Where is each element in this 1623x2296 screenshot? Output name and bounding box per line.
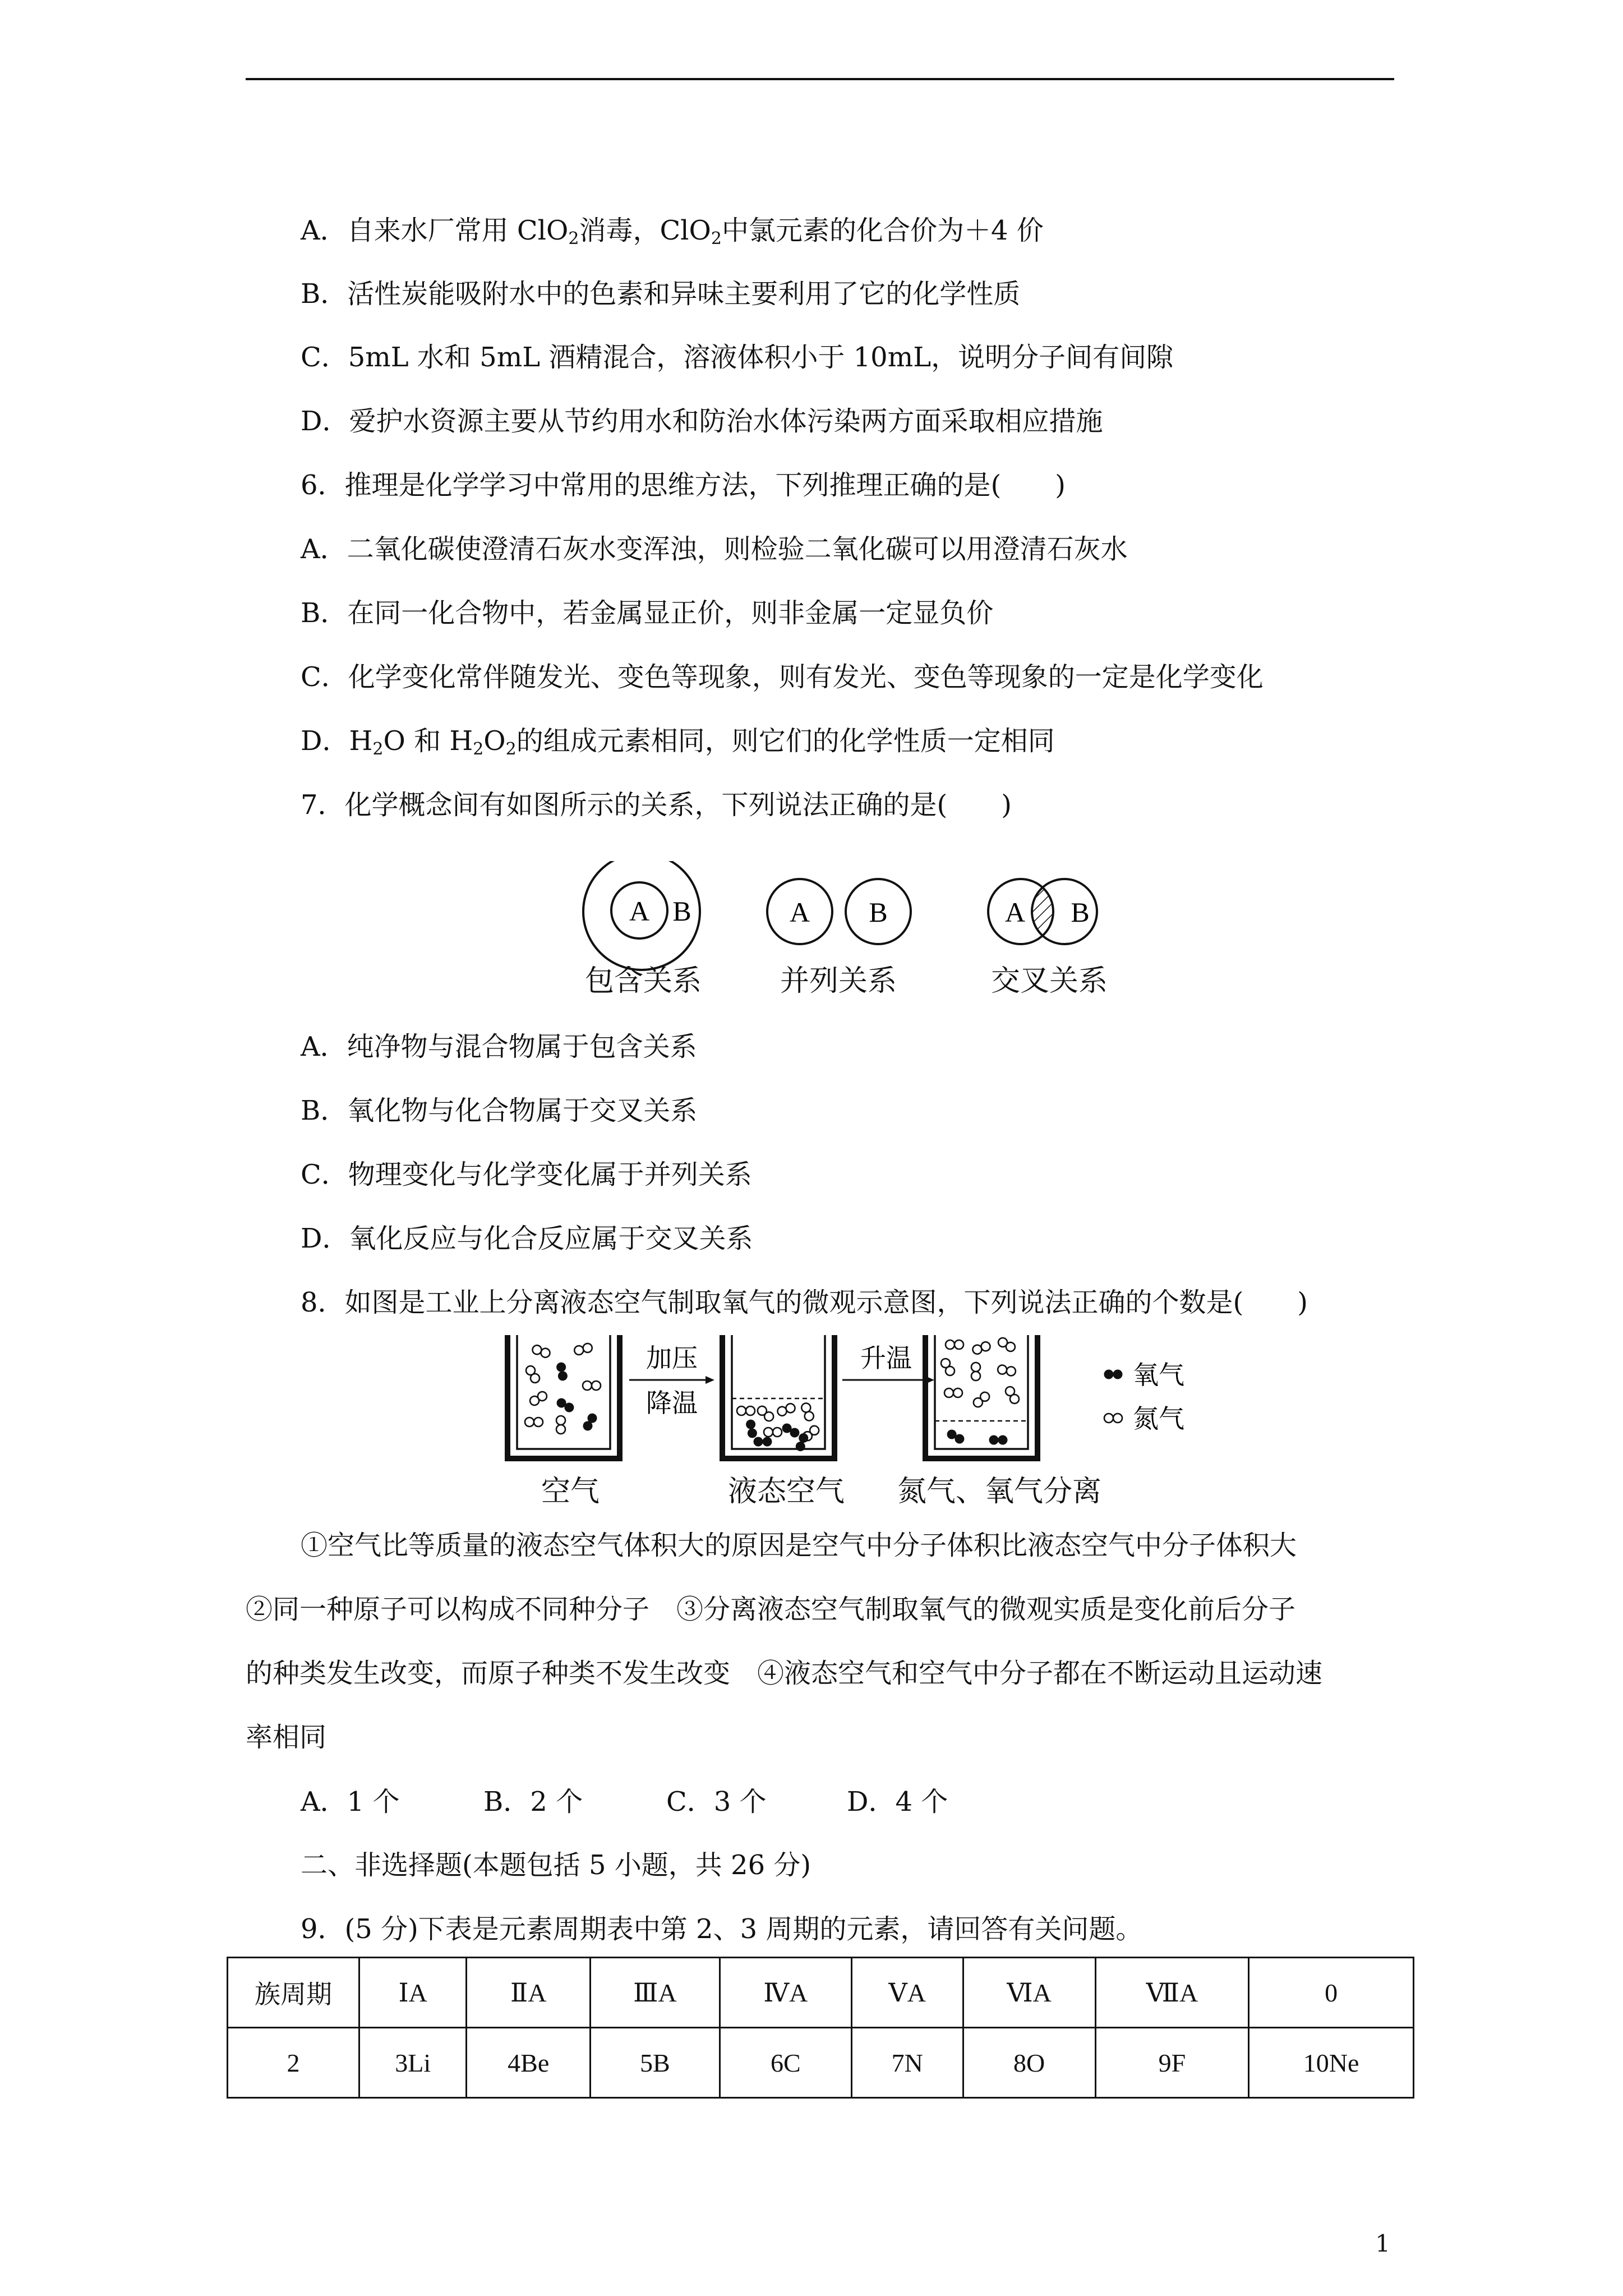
- q8-statement-3-4: 的种类发生改变，而原子种类不发生改变 ④液态空气和空气中分子都在不断运动且运动速: [246, 1658, 1323, 1689]
- table-header-cell: ⅠA: [359, 1958, 467, 2028]
- table-header-cell: ⅣA: [720, 1958, 851, 2028]
- label-separation: 氮气、氧气分离: [897, 1475, 1102, 1508]
- q8-option-b: B．2 个: [483, 1786, 583, 1818]
- q7-option-c: C．物理变化与化学变化属于并列关系: [301, 1159, 752, 1190]
- table-cell: 10Ne: [1249, 2028, 1414, 2098]
- table-header-cell: ⅢA: [591, 1958, 720, 2028]
- arrow1-top-label: 加压: [646, 1343, 698, 1373]
- beaker-separation: [925, 1335, 1038, 1458]
- q6-stem: 6．推理是化学学习中常用的思维方法，下列推理正确的是( ): [301, 470, 1066, 501]
- table-header-cell: ⅤA: [851, 1958, 963, 2028]
- label-liquid-air: 液态空气: [728, 1475, 845, 1508]
- beaker-air: [508, 1335, 620, 1458]
- q7-stem: 7．化学概念间有如图所示的关系，下列说法正确的是( ): [301, 789, 1012, 821]
- q8-statement-4-end: 率相同: [246, 1722, 327, 1753]
- legend-oxygen-label: 氧气: [1133, 1360, 1184, 1390]
- q7-option-b: B．氧化物与化合物属于交叉关系: [301, 1095, 698, 1126]
- contain-label-a: A: [629, 895, 650, 927]
- table-header-cell: ⅡA: [467, 1958, 591, 2028]
- legend-nitrogen-label: 氮气: [1133, 1404, 1184, 1434]
- q8-option-a: A．1 个: [301, 1786, 400, 1818]
- section-heading: 二、非选择题(本题包括 5 小题，共 26 分): [301, 1849, 811, 1881]
- table-cell: 3Li: [359, 2028, 467, 2098]
- q9-stem: 9．(5 分)下表是元素周期表中第 2、3 周期的元素，请回答有关问题。: [301, 1913, 1143, 1945]
- table-cell: 8O: [963, 2028, 1095, 2098]
- table-header-row: [228, 1958, 1414, 2028]
- table-header-cell: ⅥA: [963, 1958, 1095, 2028]
- table-row: [228, 2028, 1414, 2098]
- q5-option-b: B．活性炭能吸附水中的色素和异味主要利用了它的化学性质: [301, 278, 1021, 310]
- contain-label-b: B: [672, 895, 691, 927]
- table-header-cell: 族周期: [228, 1958, 359, 2028]
- q7-option-d: D．氧化反应与化合反应属于交叉关系: [301, 1223, 753, 1254]
- cross-label-a: A: [1004, 896, 1026, 928]
- q6-option-a: A．二氧化碳使澄清石灰水变浑浊，则检验二氧化碳可以用澄清石灰水: [301, 533, 1128, 565]
- q7-option-a: A．纯净物与混合物属于包含关系: [301, 1031, 697, 1062]
- table-cell: 5B: [591, 2028, 720, 2098]
- label-air: 空气: [541, 1475, 600, 1508]
- arrow1-bottom-label: 降温: [646, 1388, 698, 1418]
- header-rule: [246, 78, 1394, 80]
- cross-label-b: B: [1071, 896, 1090, 928]
- table-header-cell: ⅦA: [1095, 1958, 1249, 2028]
- parallel-label-a: A: [789, 896, 810, 928]
- label-cross: 交叉关系: [991, 964, 1108, 998]
- q5-option-c: C．5mL 水和 5mL 酒精混合，溶液体积小于 10mL，说明分子间有间隙: [301, 342, 1174, 373]
- q5-option-d: D．爱护水资源主要从节约用水和防治水体污染两方面采取相应措施: [301, 406, 1103, 437]
- q8-option-c: C．3 个: [666, 1786, 767, 1818]
- q6-option-b: B．在同一化合物中，若金属显正价，则非金属一定显负价: [301, 597, 994, 629]
- label-contain: 包含关系: [585, 964, 702, 998]
- table-cell: 4Be: [467, 2028, 591, 2098]
- q6-option-d: D．$H_2O$ 和 $H_2O_2$的组成元素相同，则它们的化学性质一定相同: [301, 725, 1055, 759]
- periodic-table: [227, 1957, 1414, 2099]
- page-number: 1: [1375, 2230, 1390, 2257]
- legend-oxygen-icon: [1104, 1370, 1123, 1379]
- q5-option-a: A．自来水厂常用 ClO$_2$消毒，ClO$_2$中氯元素的化合价为＋4 价: [301, 215, 1044, 249]
- parallel-label-b: B: [869, 896, 888, 928]
- q6-option-c: C．化学变化常伴随发光、变色等现象，则有发光、变色等现象的一定是化学变化: [301, 661, 1264, 693]
- air-separation-diagram: [499, 1332, 1228, 1467]
- q8-stem: 8．如图是工业上分离液态空气制取氧气的微观示意图，下列说法正确的个数是( ): [301, 1287, 1308, 1318]
- table-cell: 9F: [1095, 2028, 1249, 2098]
- beaker-liquid-air: [722, 1335, 834, 1458]
- table-header-cell: 0: [1249, 1958, 1414, 2028]
- q8-statement-2-3: ②同一种原子可以构成不同种分子 ③分离液态空气制取氧气的微观实质是变化前后分子: [246, 1594, 1296, 1625]
- q8-option-d: D．4 个: [847, 1786, 948, 1818]
- label-parallel: 并列关系: [780, 964, 897, 998]
- q8-statement-1: ①空气比等质量的液态空气体积大的原因是空气中分子体积比液态空气中分子体积大: [301, 1530, 1297, 1561]
- arrow2-label: 升温: [860, 1343, 912, 1373]
- table-cell: 7N: [851, 2028, 963, 2098]
- table-cell: 2: [228, 2028, 359, 2098]
- legend-nitrogen-icon: [1104, 1414, 1122, 1423]
- table-cell: 6C: [720, 2028, 851, 2098]
